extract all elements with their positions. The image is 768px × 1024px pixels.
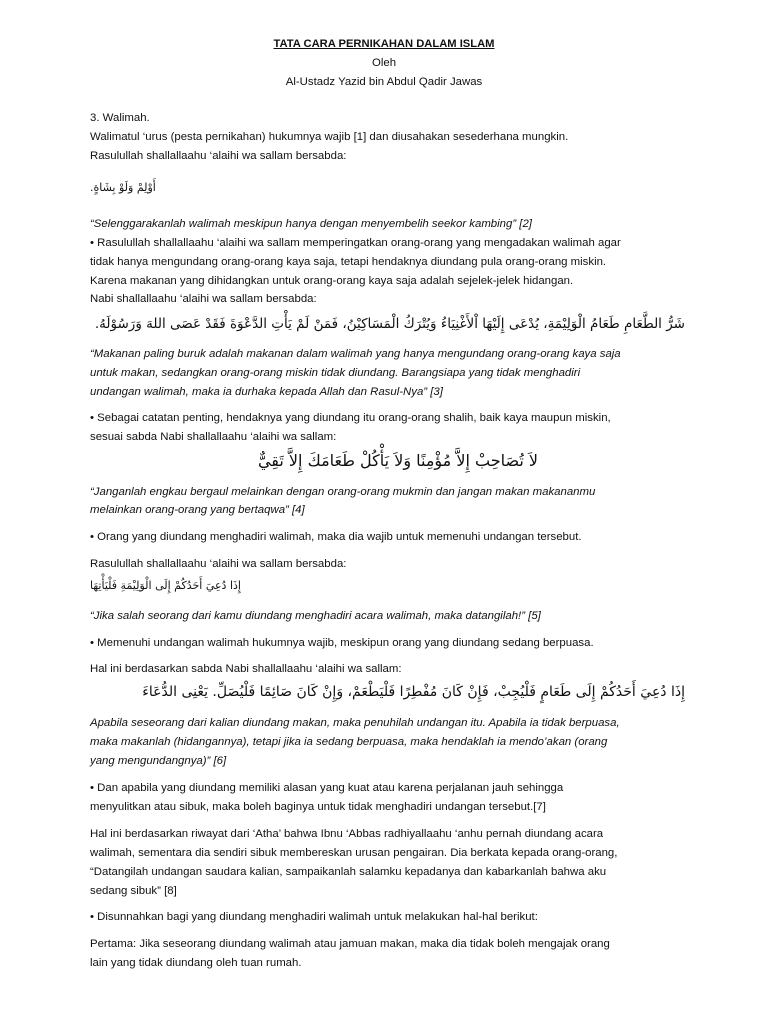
paragraph-line: “Datangilah undangan saudara kalian, sampaikanlah salamku kepadanya dan kabarkanlah bahwa aku [90, 866, 607, 878]
paragraph-line: • Sebagai catatan penting, hendaknya yang diundang itu orang-orang shalih, baik kaya maupun miskin, [90, 412, 611, 424]
paragraph-line: • Orang yang diundang menghadiri walimah, maka dia wajib untuk memenuhi undangan tersebut. [90, 531, 582, 543]
paragraph-line: • Rasulullah shallallaahu ‘alaihi wa sallam memperingatkan orang-orang yang mengadakan walimah agar [90, 237, 621, 249]
paragraph-line: • Memenuhi undangan walimah hukumnya wajib, meskipun orang yang diundang sedang berpuasa. [90, 637, 594, 649]
document-byline: Oleh [371, 57, 397, 69]
section-heading-walimah: 3. Walimah. [90, 112, 150, 124]
arabic-hadith-2: شَرُّ الطَّعَامِ طَعَامُ الْوَلِيْمَةِ، يُدْعَى إِلَيْهَا اْلأَغْنِيَاءُ وَيُتْرَكُ الْمَسَاكِيْنُ، فَمَنْ لَمْ يَأْتِ الدَّعْوَةَ فَقَدْ عَصَى اللهَ وَرَسُوْلَهُ. [94, 316, 685, 332]
arabic-hadith-5: إِذَا دُعِيَ أَحَدُكُمْ إِلَى طَعَامٍ فَلْيُجِبْ، فَإِنْ كَانَ مُفْطِرًا فَلْيَطْعَمْ، وَإِنْ كَانَ صَائِمًا فَلْيُصَلِّ. يَعْنِى الدُّعَاءَ [142, 684, 685, 700]
arabic-hadith-1: أَوْلِمْ وَلَوْ بِشَاةٍ. [90, 181, 156, 194]
paragraph-line: menyulitkan atau sibuk, maka boleh baginya untuk tidak menghadiri undangan tersebut.[7] [90, 801, 546, 813]
document-title: TATA CARA PERNIKAHAN DALAM ISLAM [273, 38, 495, 50]
translation-line: untuk makan, sedangkan orang-orang miskin tidak diundang. Barangsiapa yang tidak menghadiri [90, 367, 581, 379]
paragraph-line: • Dan apabila yang diundang memiliki alasan yang kuat atau karena perjalanan jauh sehingga [90, 782, 564, 794]
paragraph-line: Walimatul ‘urus (pesta pernikahan) hukumnya wajib [1] dan diusahakan sesederhana mungkin. [90, 131, 569, 143]
paragraph-line: Hal ini berdasarkan sabda Nabi shallallaahu ‘alaihi wa sallam: [90, 663, 402, 675]
paragraph-line: Karena makanan yang dihidangkan untuk orang-orang kaya saja adalah sejelek-jelek hidangan. [90, 275, 574, 287]
paragraph-line: Rasulullah shallallaahu ‘alaihi wa sallam bersabda: [90, 558, 347, 570]
paragraph-line: • Disunnahkan bagi yang diundang menghadiri walimah untuk melakukan hal-hal berikut: [90, 911, 538, 923]
paragraph-line: Hal ini berdasarkan riwayat dari ‘Atha’ bahwa Ibnu ‘Abbas radhiyallaahu ‘anhu pernah diundang acara [90, 828, 604, 840]
paragraph-line: Nabi shallallaahu ‘alaihi wa sallam bersabda: [90, 293, 317, 305]
translation-line: “Jika salah seorang dari kamu diundang menghadiri acara walimah, maka datangilah!” [5] [90, 610, 541, 622]
document-author: Al-Ustadz Yazid bin Abdul Qadir Jawas [285, 76, 483, 88]
paragraph-line: sedang sibuk” [8] [90, 885, 177, 897]
paragraph-line: tidak hanya mengundang orang-orang kaya saja, tetapi hendaknya diundang pula orang-orang miskin. [90, 256, 607, 268]
paragraph-line: walimah, sementara dia sendiri sibuk membereskan urusan pengairan. Dia berkata kepada orang-orang, [90, 847, 618, 859]
arabic-hadith-4: إِذَا دُعِيَ أَحَدُكُمْ إِلَى الْوَلِيْمَةِ فَلْيَأْتِهَا [90, 579, 241, 592]
paragraph-line: sesuai sabda Nabi shallallaahu ‘alaihi wa sallam: [90, 431, 337, 443]
translation-line: undangan walimah, maka ia durhaka kepada Allah dan Rasul-Nya” [3] [90, 386, 443, 398]
paragraph-line: Pertama: Jika seseorang diundang walimah atau jamuan makan, maka dia tidak boleh mengajak orang [90, 938, 610, 950]
paragraph-line: Rasulullah shallallaahu ‘alaihi wa sallam bersabda: [90, 150, 347, 162]
translation-line: maka makanlah (hidangannya), tetapi jika ia sedang berpuasa, maka hendaklah ia mendo’akan (orang [90, 736, 608, 748]
translation-line: Apabila seseorang dari kalian diundang makan, maka penuhilah undangan itu. Apabila ia tidak berpuasa, [90, 717, 620, 729]
translation-line: yang mengundangnya)” [6] [90, 755, 227, 767]
paragraph-line: lain yang tidak diundang oleh tuan rumah. [90, 957, 302, 969]
translation-line: “Janganlah engkau bergaul melainkan dengan orang-orang mukmin dan jangan makan makananmu [90, 486, 596, 498]
arabic-hadith-3: لاَ تُصَاحِبْ إِلاَّ مُؤْمِنًا وَلاَ يَأْكُلْ طَعَامَكَ إِلاَّ تَقِيٌّ [257, 451, 538, 470]
translation-line: “Selenggarakanlah walimah meskipun hanya dengan menyembelih seekor kambing” [2] [90, 218, 532, 230]
translation-line: melainkan orang-orang yang bertaqwa” [4] [90, 504, 305, 516]
translation-line: “Makanan paling buruk adalah makanan dalam walimah yang hanya mengundang orang-orang kaya saja [90, 348, 621, 360]
